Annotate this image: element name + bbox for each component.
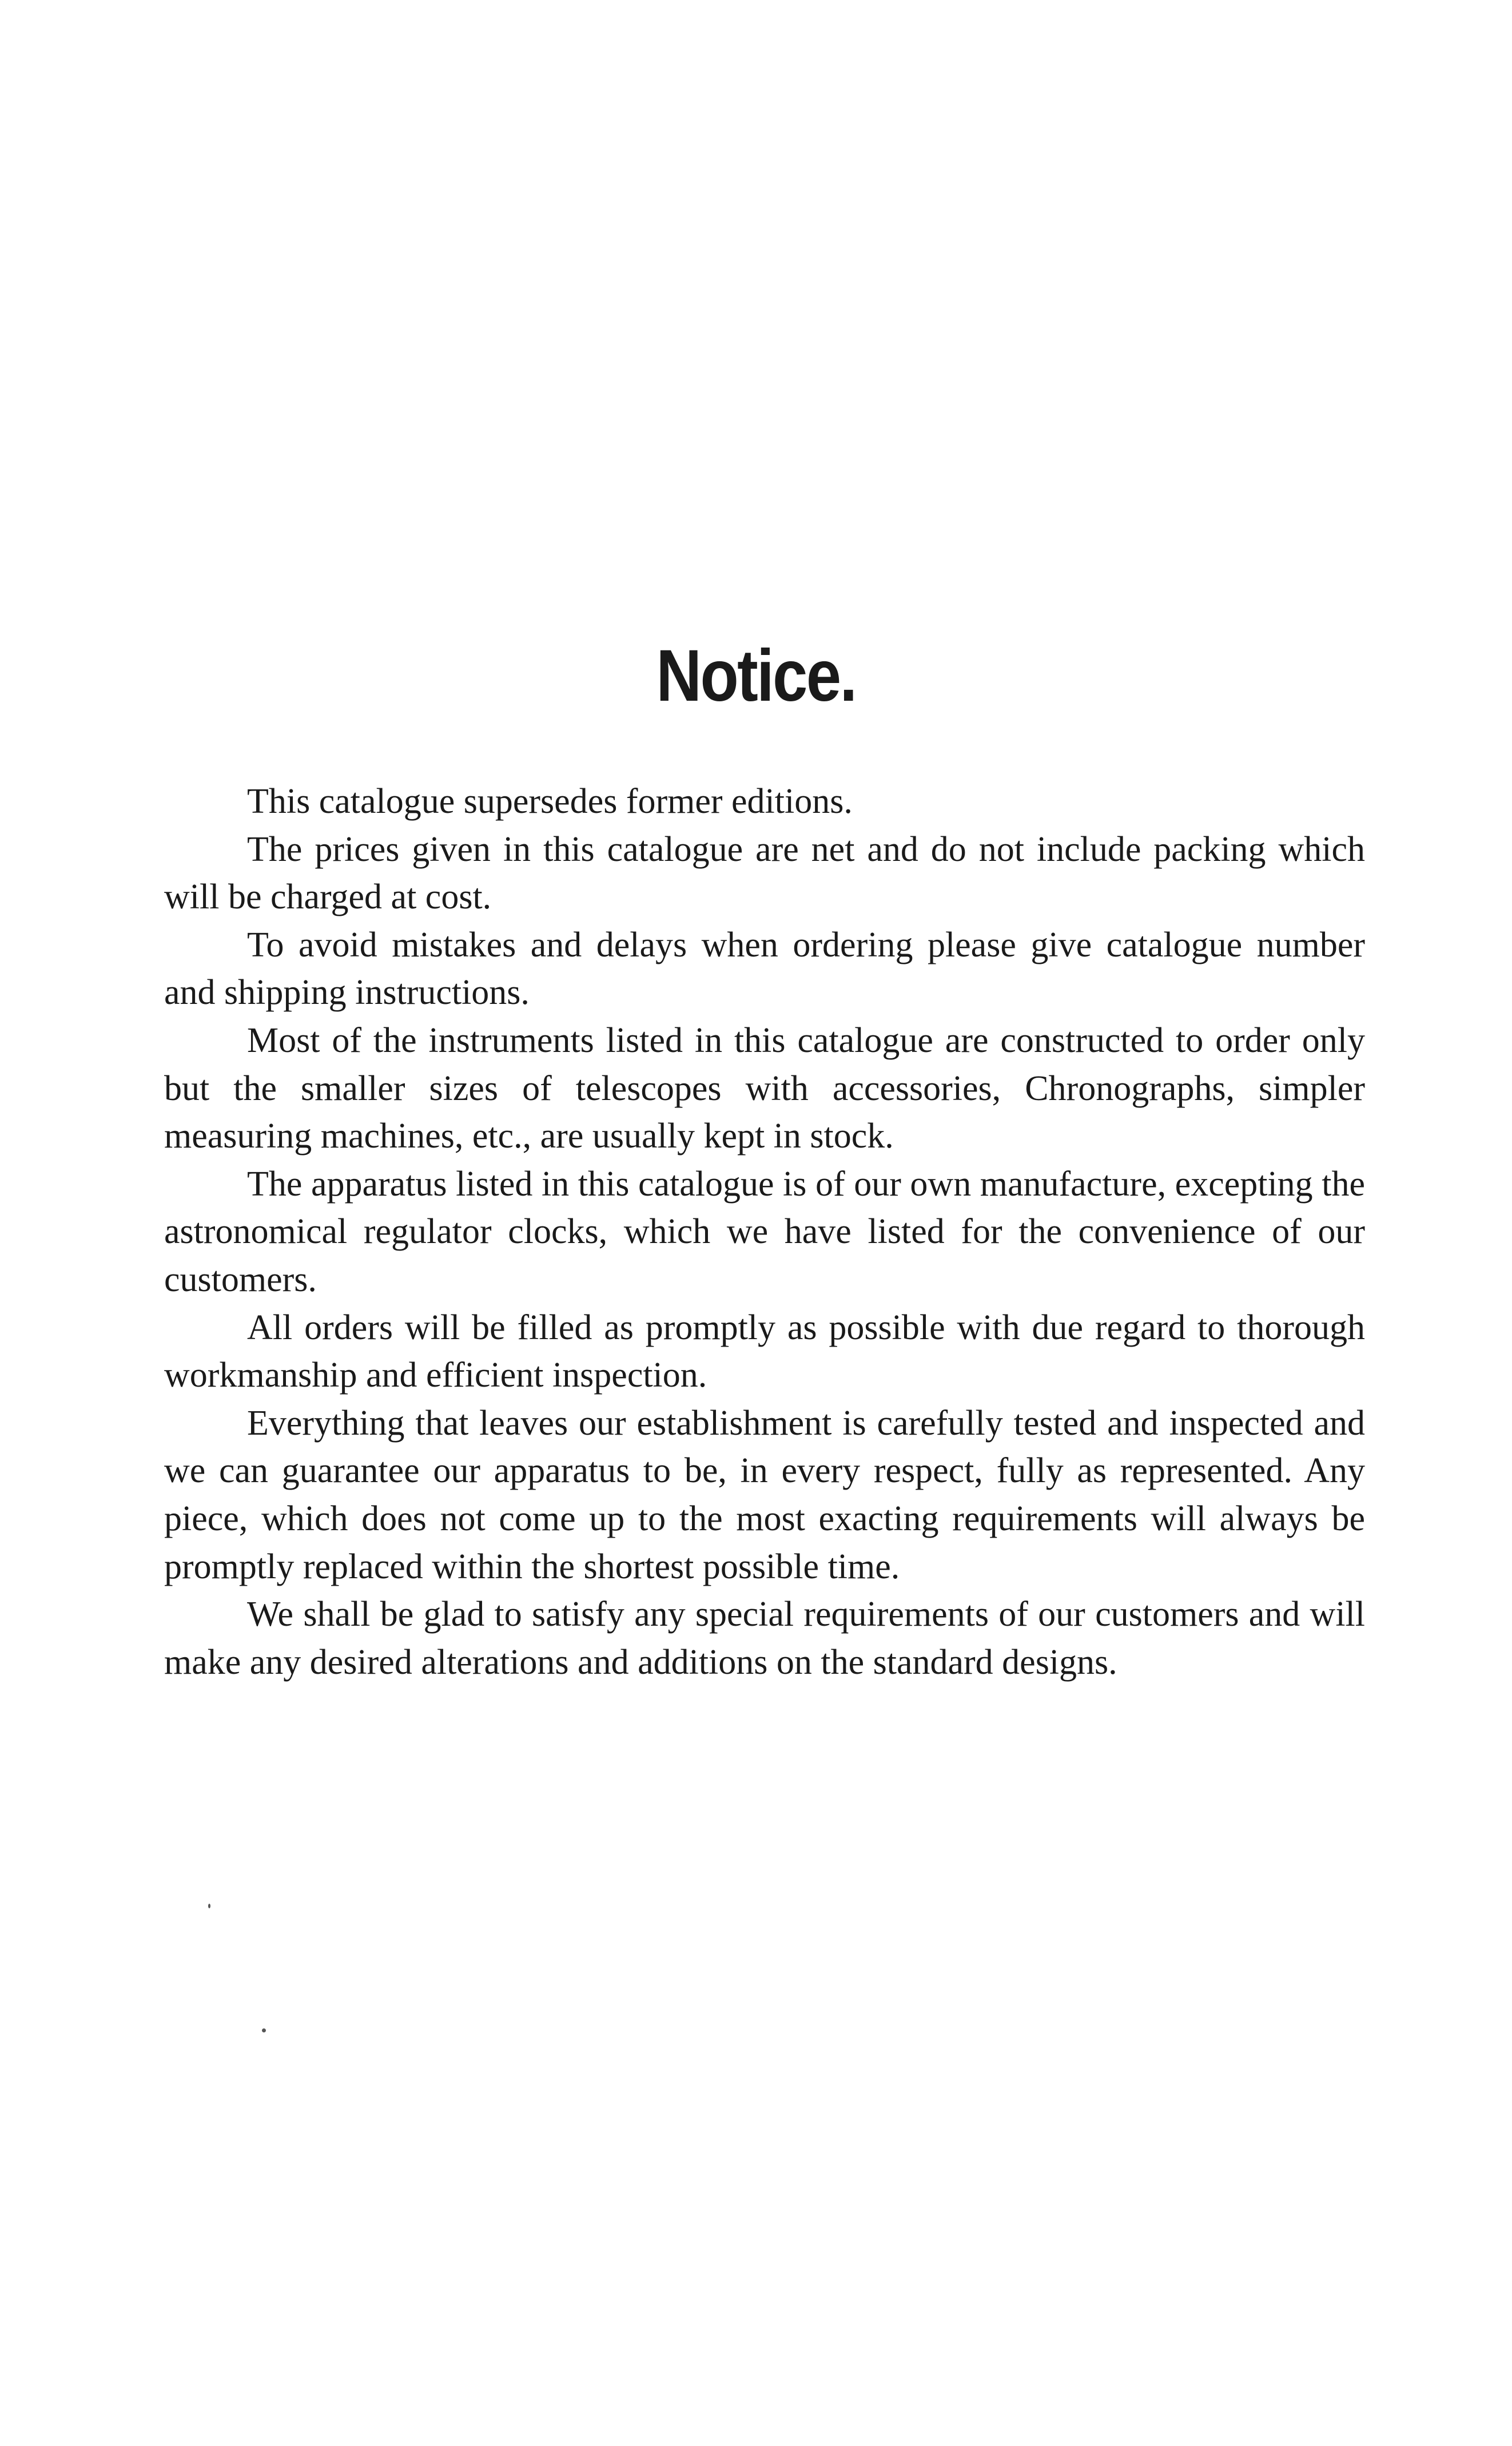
paragraph-stock: Most of the instruments listed in this catalogue are constructed to order only but the smaller sizes of telescopes with accessories, Chronographs, simpler measuring machines, etc., are usually kept in stock. [164, 1021, 1365, 1156]
paragraph-editions: This catalogue supersedes former editions. [247, 782, 853, 821]
page-title: Notice. [656, 635, 856, 717]
paragraph-inspection: Everything that leaves our establishment is carefully tested and inspected and we can guarantee our apparatus to be, in every respect, fully as represented. Any piece, which does not come up to the most exacting requirements will always be promptly replaced within the shortest possible time. [164, 1403, 1365, 1586]
stray-mark-top [208, 1904, 210, 1908]
paragraph-ordering: To avoid mistakes and delays when ordering please give catalogue number and shipping instructions. [164, 925, 1365, 1012]
stray-mark-bottom [262, 2028, 266, 2032]
paragraph-manufacture: The apparatus listed in this catalogue is of our own manufacture, excepting the astronomical regulator clocks, which we have listed for the convenience of our customers. [164, 1164, 1365, 1299]
notice-body [164, 778, 1365, 1686]
paragraph-prices: The prices given in this catalogue are net and do not include packing which will be charged at cost. [164, 829, 1365, 917]
paragraph-orders: All orders will be filled as promptly as possible with due regard to thorough workmanship and efficient inspection. [164, 1308, 1365, 1395]
paragraph-special-requirements: We shall be glad to satisfy any special requirements of our customers and will make any desired alterations and additions on the standard designs. [164, 1595, 1365, 1682]
